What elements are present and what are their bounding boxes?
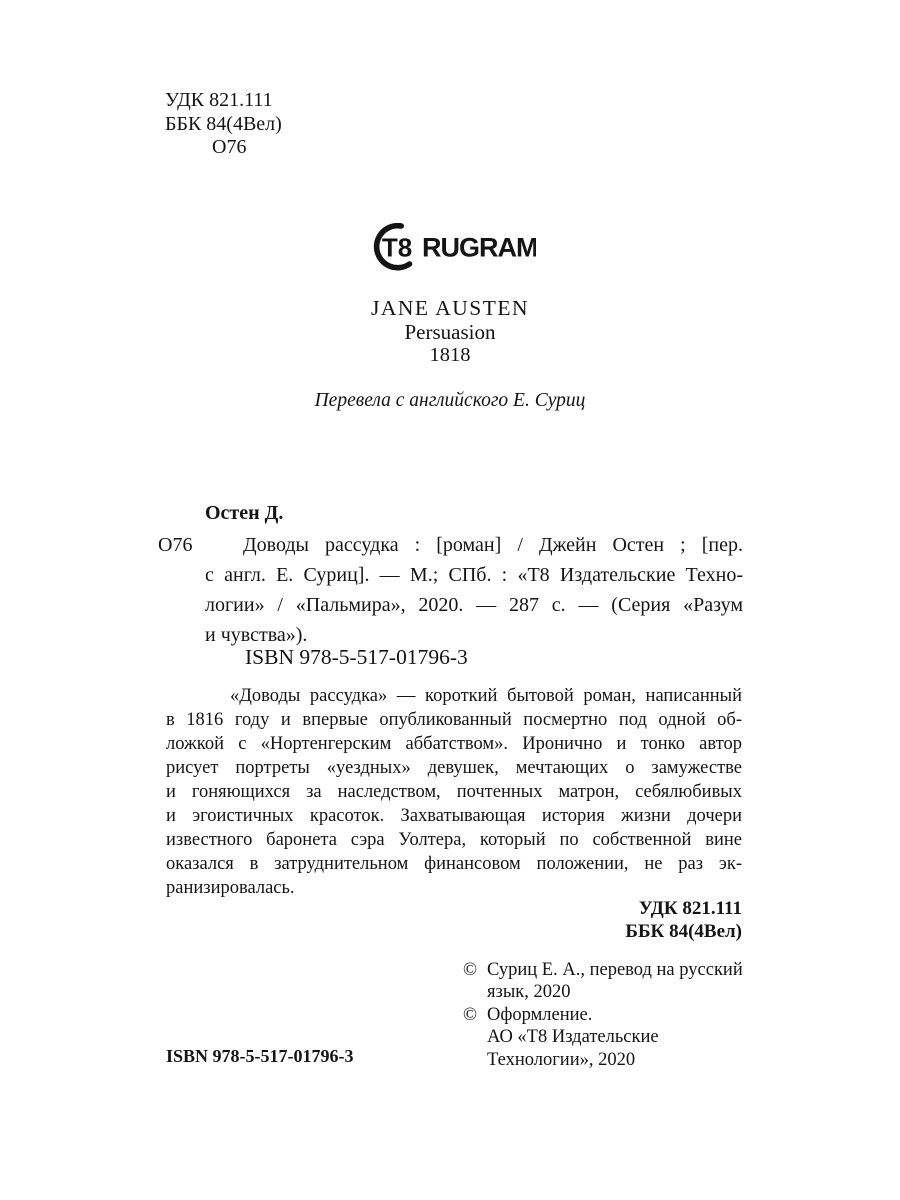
annotation-line: рисует портреты «уездных» девушек, мечтающих о замужестве [166,758,742,778]
udk-code-bold: УДК 821.111 [638,898,742,919]
logo-t8-text: T8 [381,232,413,263]
copyright-symbol-icon: © [463,1004,478,1025]
annotation-paragraph [166,684,742,900]
original-title-block [0,297,900,368]
t8-rugram-logo-icon [364,223,536,271]
copyright-line: Технологии», 2020 [487,1049,636,1070]
catalog-author-heading: Остен Д. [205,502,284,524]
catalog-line: с англ. Е. Суриц]. — М.; СПб. : «Т8 Издательские Техно- [205,564,743,586]
copyright-line: Суриц Е. А., перевод на русский [487,960,743,980]
copyright-line: язык, 2020 [487,982,571,1003]
annotation-line: ранизировалась. [166,878,295,898]
catalog-body [158,530,743,650]
bibliographic-record [158,500,743,650]
original-title: Persuasion [404,319,496,344]
author-sign-code: О76 [212,136,247,158]
annotation-line: оказался в затруднительном финансовом положении, не раз эк- [166,854,742,874]
copyright-symbol-icon: © [463,960,478,980]
copyright-entry-design [463,1004,753,1071]
copyright-block [463,959,753,1071]
original-year: 1818 [429,344,471,366]
catalog-description [205,530,743,650]
catalog-line: и чувства»). [205,624,308,646]
logo-rugram-text: RUGRAM [422,232,536,263]
udk-code: УДК 821.111 [165,89,273,111]
isbn-number: ISBN 978-5-517-01796-3 [245,645,468,669]
bottom-catalog-codes [165,897,742,943]
catalog-line: Доводы рассудка : [роман] / Джейн Остен ; [пер. [243,534,743,556]
copyright-entry-lines [487,1004,753,1071]
bbk-code: ББК 84(4Вел) [165,112,282,135]
original-author: JANE AUSTEN [370,296,530,320]
catalog-author-sign: О76 [158,534,193,556]
annotation-line: в 1816 году и впервые опубликованный посмертно под одной об- [166,710,742,730]
copyright-line: Оформление. [487,1004,593,1025]
annotation-line: известного баронета сэра Уолтера, который по собственной вине [166,830,742,850]
annotation-line: и гоняющихся за наследством, почтенных матрон, себялюбивых [166,782,742,802]
copyright-entry-lines [487,959,753,1004]
top-catalog-codes [165,89,282,160]
annotation-line: и эгоистичных красоток. Захватывающая история жизни дочери [166,806,742,826]
bbk-code-bold: ББК 84(4Вел) [625,921,742,942]
translator-credit: Перевела с английского Е. Суриц [314,390,586,411]
annotation-line: «Доводы рассудка» — короткий бытовой роман, написанный [230,686,742,706]
copyright-line: АО «Т8 Издательские [487,1027,659,1048]
catalog-line: логии» / «Пальмира», 2020. — 287 с. — (Серия «Разум [205,594,743,616]
isbn-number-bottom: ISBN 978-5-517-01796-3 [166,1046,354,1066]
copyright-entry-translation [463,959,753,1004]
publisher-logo [364,223,536,271]
annotation-line: ложкой с «Нортенгерским аббатством». Иронично и тонко автор [166,734,742,754]
